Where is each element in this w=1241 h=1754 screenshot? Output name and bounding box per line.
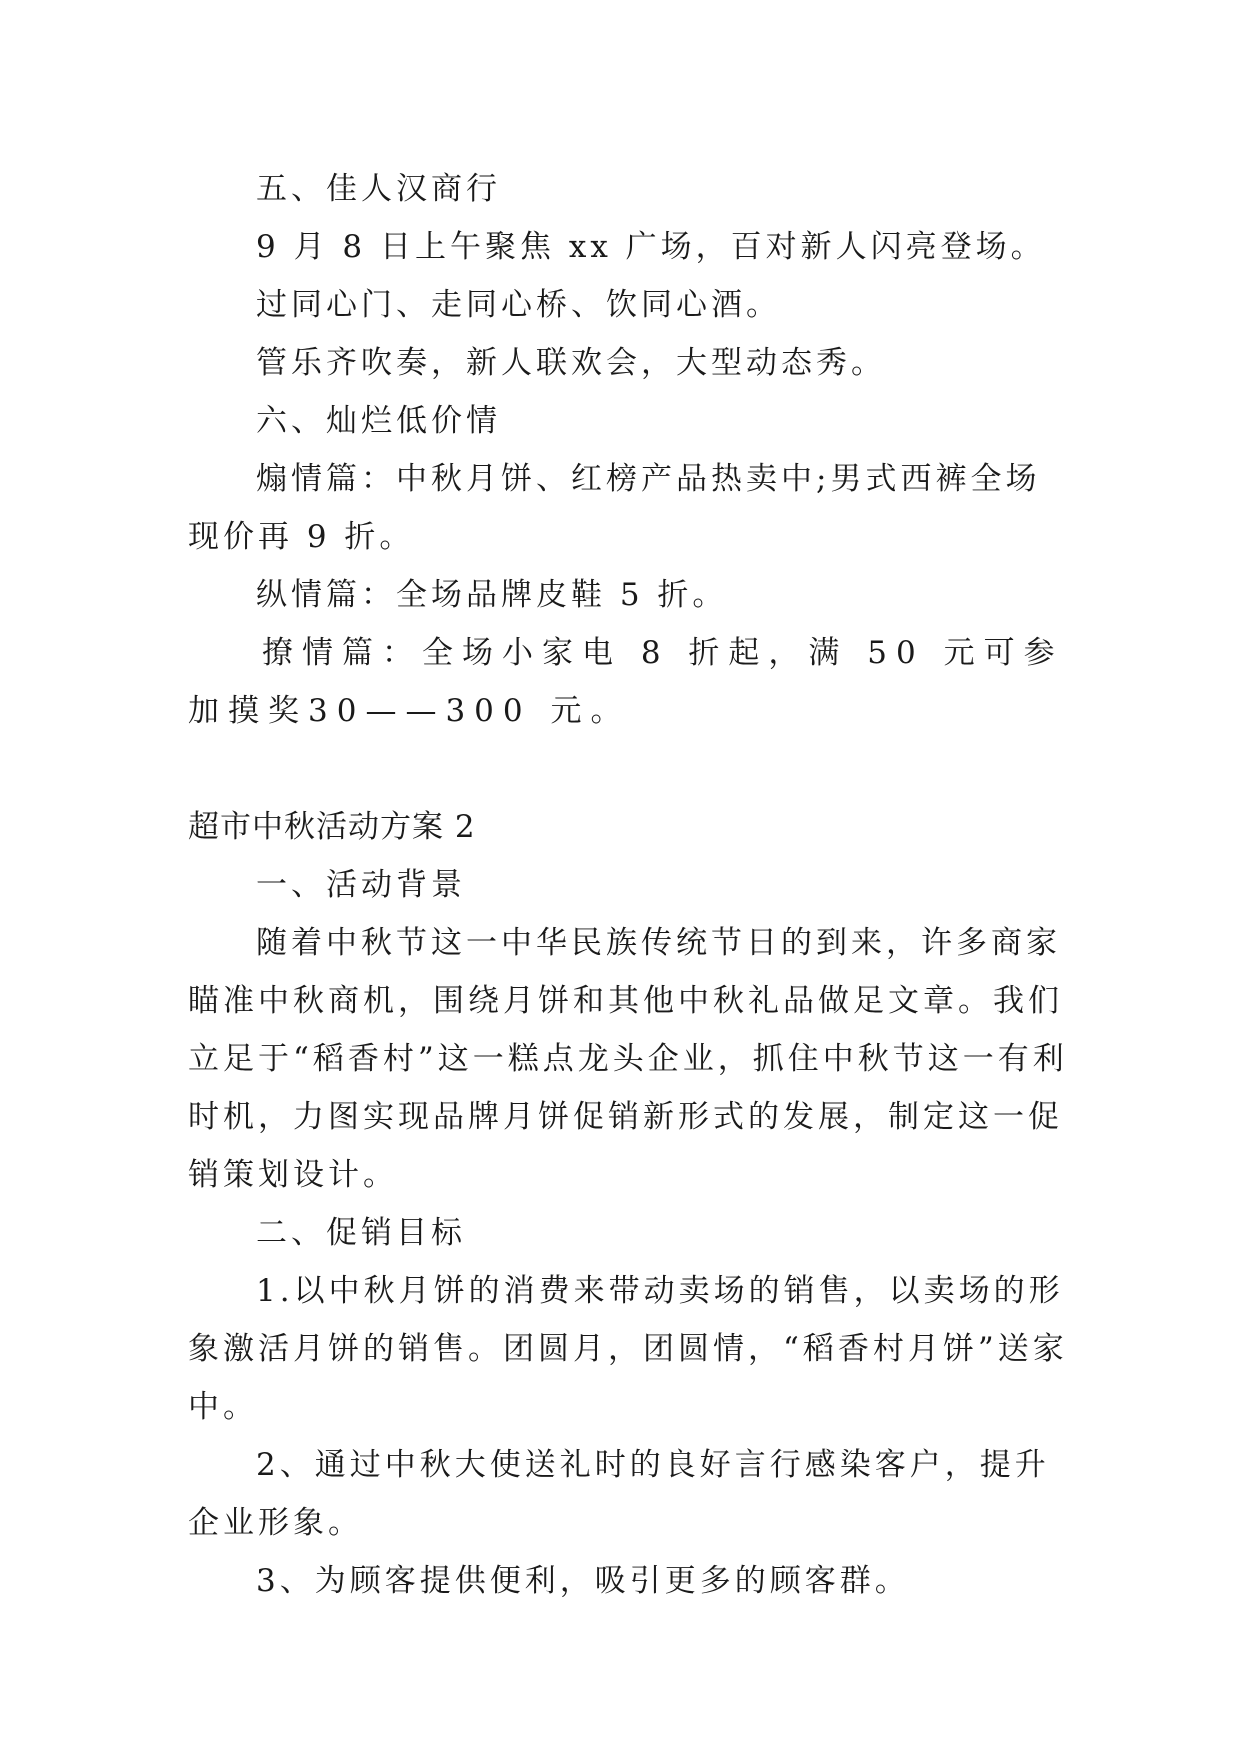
section-heading-5: 五、佳人汉商行 — [256, 171, 501, 207]
paragraph: 随着中秋节这一中华民族传统节日的到来，许多商家瞄准中秋商机，围绕月饼和其他中秋礼品做足文章。我们立足于“稻香村”这一糕点龙头企业，抓住中秋节这一有利时机，力图实现品牌月饼促销新形式的发展，制定这一促销策划设计。 — [188, 925, 1068, 1193]
paragraph: 2、通过中秋大使送礼时的良好言行感染客户，提升企业形象。 — [188, 1447, 1050, 1541]
section-heading-1: 一、活动背景 — [256, 867, 466, 903]
paragraph: 撩情篇：全场小家电 8 折起，满 50 元可参加摸奖30——300 元。 — [188, 635, 1064, 729]
paragraph: 纵情篇：全场品牌皮鞋 5 折。 — [256, 577, 728, 613]
paragraph: 1.以中秋月饼的消费来带动卖场的销售，以卖场的形象激活月饼的销售。团圆月，团圆情，“稻香村月饼”送家中。 — [188, 1273, 1068, 1425]
section-heading-2: 二、促销目标 — [256, 1215, 466, 1251]
paragraph: 过同心门、走同心桥、饮同心酒。 — [256, 287, 781, 323]
paragraph: 3、为顾客提供便利，吸引更多的顾客群。 — [256, 1563, 910, 1599]
section-heading-6: 六、灿烂低价情 — [256, 403, 501, 439]
document-body — [188, 160, 1068, 1610]
paragraph: 煽情篇：中秋月饼、红榜产品热卖中;男式西裤全场现价再 9 折。 — [188, 461, 1041, 555]
spacer — [188, 740, 1068, 798]
paragraph: 管乐齐吹奏，新人联欢会，大型动态秀。 — [256, 345, 886, 381]
document-title: 超市中秋活动方案 2 — [188, 809, 476, 845]
paragraph: 9 月 8 日上午聚焦 xx 广场，百对新人闪亮登场。 — [256, 229, 1046, 265]
